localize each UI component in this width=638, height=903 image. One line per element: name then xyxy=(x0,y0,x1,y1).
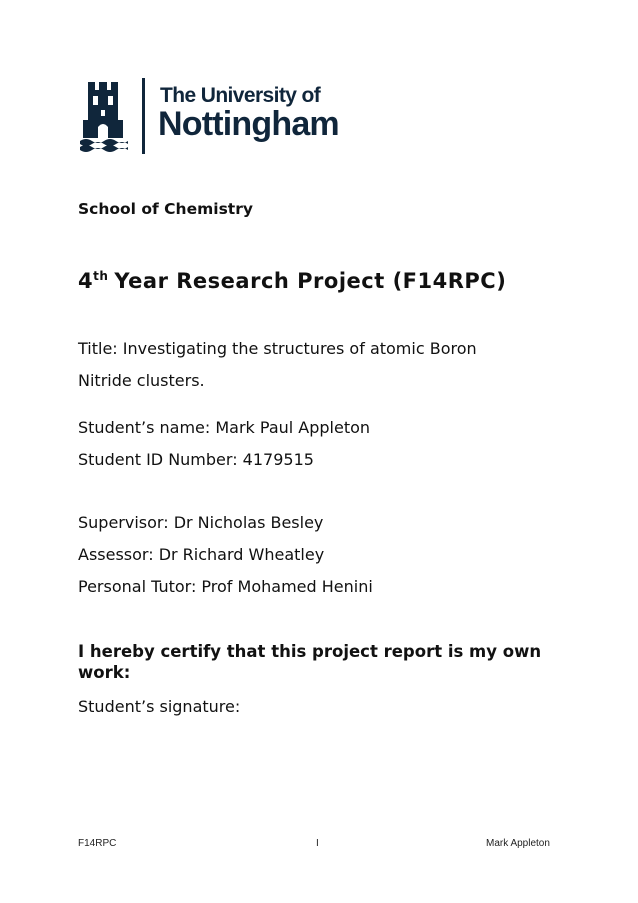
signature-label: Student’s signature: xyxy=(78,697,241,716)
project-year-superscript: th xyxy=(93,269,109,283)
supervisor: Supervisor: Dr Nicholas Besley xyxy=(78,513,324,532)
project-title-text: Year Research Project (F14RPC) xyxy=(114,269,507,293)
footer-author: Mark Appleton xyxy=(486,838,550,849)
school-name: School of Chemistry xyxy=(78,200,253,218)
footer-course-code: F14RPC xyxy=(78,838,117,849)
personal-tutor: Personal Tutor: Prof Mohamed Henini xyxy=(78,577,373,596)
project-year-number: 4 xyxy=(78,269,94,293)
thesis-title-line-1: Title: Investigating the structures of atomic Boron xyxy=(78,339,477,358)
thesis-title-line-2: Nitride clusters. xyxy=(78,371,205,390)
certification-statement: I hereby certify that this project report is my own work: xyxy=(78,642,542,682)
student-id: Student ID Number: 4179515 xyxy=(78,450,314,469)
logo-wordmark-line1: The University of xyxy=(160,84,321,107)
assessor: Assessor: Dr Richard Wheatley xyxy=(78,545,325,564)
project-title xyxy=(78,269,506,293)
footer-page-number: I xyxy=(316,838,319,849)
university-logo xyxy=(78,76,340,156)
logo-divider xyxy=(142,78,145,154)
logo-wordmark-line2: Nottingham xyxy=(158,105,339,143)
student-name: Student’s name: Mark Paul Appleton xyxy=(78,418,371,437)
castle-crest-icon xyxy=(78,80,128,152)
